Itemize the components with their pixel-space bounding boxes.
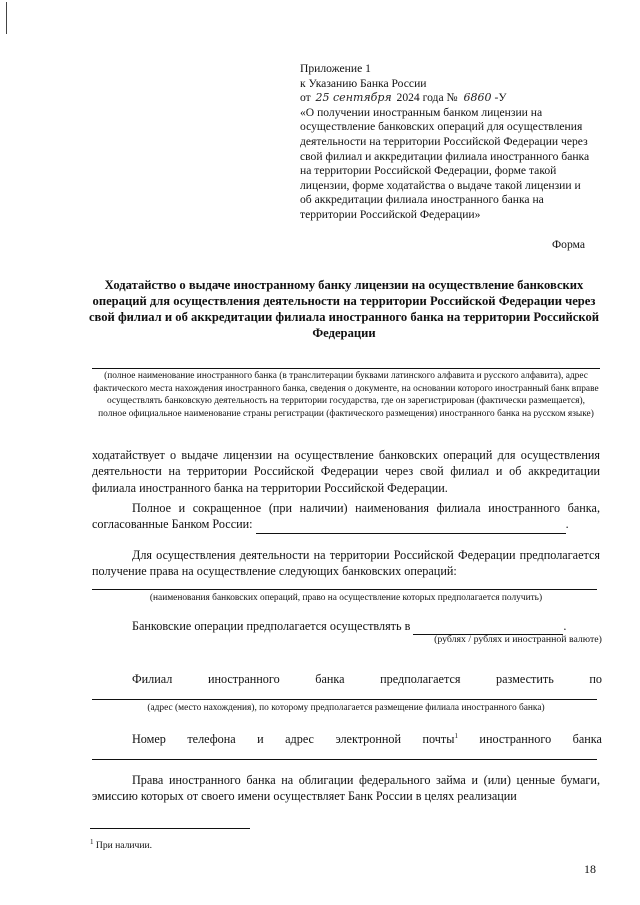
page-number: 18 [584, 862, 596, 876]
appendix-subject-line: об аккредитации филиала иностранного банка на [300, 193, 544, 207]
placement-line [132, 672, 602, 687]
placement-word: банка [315, 672, 345, 686]
currency-paragraph [132, 618, 600, 635]
contacts-word: банка [572, 732, 602, 746]
appendix-subject-line: «О получении иностранным банком лицензии на [300, 105, 543, 119]
handwritten-date: 25 сентября [315, 91, 392, 105]
scan-edge-mark [6, 2, 7, 34]
contacts-word: и [257, 732, 264, 746]
appendix-subject-line: осуществление банковских операций для осуществления [300, 120, 583, 134]
placement-word: иностранного [207, 672, 280, 686]
appendix-subject-line: лицензии, форме ходатайства о выдаче такой лицензии и [300, 178, 581, 192]
appendix-suffix: -У [494, 91, 507, 105]
placement-word: Филиал [132, 672, 173, 686]
appendix-subject-line: свой филиал и аккредитации филиала иностранного банка [300, 149, 590, 163]
rights-paragraph: Права иностранного банка на облигации федерального займа и (или) ценные бумаги, эмиссию которых от своего имени осуществляет Банк России в целях реализации [92, 773, 600, 804]
form-label: Форма [552, 238, 585, 251]
appendix-line-2: к Указанию Банка России [300, 76, 427, 90]
appendix-year-text: 2024 года № [396, 91, 458, 105]
contacts-field-line[interactable] [92, 759, 597, 760]
contacts-word: адрес [285, 732, 314, 746]
branch-names-paragraph [92, 500, 600, 534]
contacts-word-with-ref [423, 732, 458, 747]
appendix-subject-line: территории Российской Федерации» [300, 207, 481, 221]
placement-word: по [589, 672, 602, 686]
branch-names-field[interactable] [256, 516, 566, 533]
operations-caption: (наименования банковских операций, право на осуществление которых предполагается получить) [149, 593, 543, 603]
document-title: Ходатайство о выдаче иностранному банку лицензии на осуществление банковских операций для осуществления деятельности на территории Российской Федерации через свой филиал и об аккредитации филиала иностранного банка на территории Российской Федерации [88, 278, 600, 340]
contacts-line [132, 732, 602, 747]
contacts-word: почты [422, 732, 455, 747]
footnote-text: При наличии. [95, 840, 153, 852]
bank-name-caption: (полное наименование иностранного банка (в транслитерации буквами латинского алфавита и русского алфавита), адрес фактического места нахождения иностранного банка, сведения о документе, на основании которого иностранный банк вправе осуществлять банковскую деятельность на территории государства, где он зарегистрирован (фактически размещается), полное официальное наименование страны регистрации (фактического размещения) иностранного банка на русском языке) [93, 371, 599, 419]
petition-paragraph: ходатайствует о выдаче лицензии на осуществление банковских операций для осуществления деятельности на территории Российской Федерации через свой филиал и об аккредитации филиала иностранного банка на территории Российской Федерации. [92, 448, 600, 495]
appendix-header [300, 62, 598, 223]
operations-paragraph: Для осуществления деятельности на территории Российской Федерации предполагается получение права на осуществление следующих банковских операций: [92, 548, 600, 579]
contacts-word: иностранного [479, 732, 552, 746]
appendix-subject-line: на территории Российской Федерации, форме такой [300, 164, 557, 178]
appendix-subject-line: деятельности на территории Российской Федерации через [300, 134, 588, 148]
placement-caption: (адрес (место нахождения), по которому предполагается размещение филиала иностранного банка) [147, 703, 545, 713]
appendix-from-prefix: от [300, 91, 311, 105]
footnote-separator [90, 828, 250, 829]
operations-field-line[interactable] [92, 589, 597, 590]
placement-word: предполагается [380, 672, 461, 686]
branch-names-text: Полное и сокращенное (при наличии) наименования филиала иностранного банка, согласованные Банком России: [92, 501, 600, 532]
appendix-line-1: Приложение 1 [300, 62, 371, 75]
contacts-word: телефона [187, 732, 236, 746]
branch-names-end: . [565, 517, 569, 532]
footnote-ref: 1 [454, 732, 458, 740]
appendix-date-line [300, 91, 598, 106]
appendix-subject [300, 106, 598, 223]
contacts-word: Номер [132, 732, 166, 746]
bank-name-field-line[interactable] [92, 368, 600, 369]
currency-text: Банковские операции предполагается осуществлять в [132, 619, 411, 633]
currency-field[interactable] [413, 618, 563, 635]
footnote-number: 1 [90, 838, 94, 846]
currency-end: . [563, 619, 567, 633]
placement-field-line[interactable] [92, 699, 597, 700]
placement-word: разместить [496, 672, 554, 686]
footnote [90, 838, 152, 851]
handwritten-number: 6860 [463, 91, 492, 105]
currency-caption: (рублях / рублях и иностранной валюте) [434, 634, 602, 645]
contacts-word: электронной [335, 732, 402, 746]
